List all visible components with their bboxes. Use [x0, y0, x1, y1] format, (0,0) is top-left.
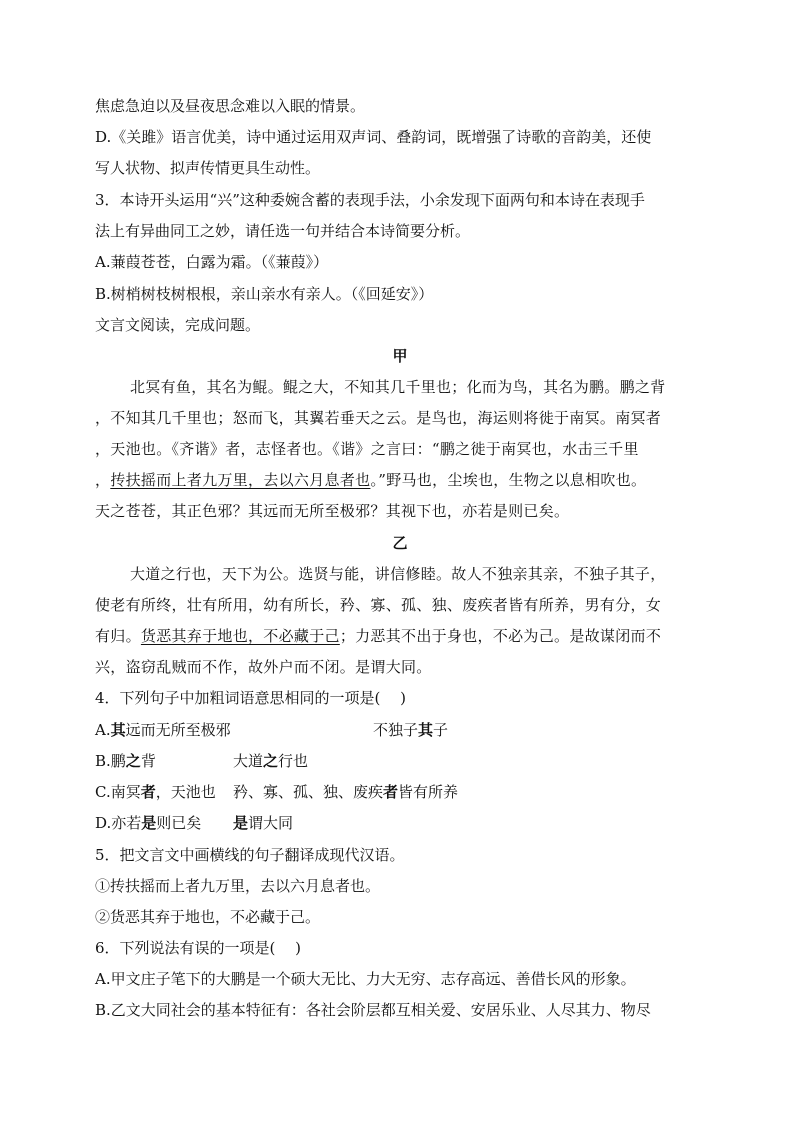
- bold-word: 是: [233, 814, 249, 832]
- q3-option-a: A.蒹葭苍苍，白露为霜。（《蒹葭》）: [95, 253, 329, 271]
- passage-yi-line1: 大道之行也，天下为公。选贤与能，讲信修睦。故人不独亲其亲，不独子其子，: [130, 565, 666, 583]
- section-intro: 文言文阅读，完成问题。: [95, 316, 261, 334]
- bold-word: 者: [140, 783, 156, 801]
- passage-jia-line4-pre: ，: [95, 471, 111, 489]
- bold-word: 之: [263, 752, 279, 770]
- q4-option-b: B.鹏之背 大道之行也: [95, 752, 309, 770]
- bold-word: 其: [110, 721, 126, 739]
- q3-stem-line1: 3．本诗开头运用“兴”这种委婉含蓄的表现手法，小余发现下面两句和本诗在表现手: [95, 191, 645, 209]
- q2-option-d-line2: 写人状物、拟声传情更具生动性。: [95, 159, 321, 177]
- q3-option-b: B.树梢树枝树根根，亲山亲水有亲人。（《回延安》）: [95, 285, 434, 303]
- passage-jia-title: 甲: [392, 347, 408, 365]
- passage-jia-line2: ，不知其几千里也；怒而飞，其翼若垂天之云。是鸟也，海运则将徙于南冥。南冥者: [95, 409, 662, 427]
- q3-stem-line2: 法上有异曲同工之妙，请任选一句并结合本诗简要分析。: [95, 222, 471, 240]
- q5-sentence-1: ①抟扶摇而上者九万里，去以六月息者也。: [95, 877, 381, 895]
- passage-jia-line3: ，天池也。《齐谐》者，志怪者也。《谐》之言曰：“鹏之徙于南冥也，水击三千里: [95, 440, 639, 458]
- bold-word: 其: [418, 721, 434, 739]
- passage-yi-line3-pre: 有归。: [95, 627, 141, 645]
- q6-option-a: A.甲文庄子笔下的大鹏是一个硕大无比、力大无穷、志存高远、善借长风的形象。: [95, 970, 636, 988]
- bold-word: 是: [141, 814, 157, 832]
- bold-word: 者: [383, 783, 399, 801]
- underlined-sentence-2: 货恶其弃于地也，不必藏于己: [140, 627, 340, 645]
- q5-stem: 5．把文言文中画横线的句子翻译成现代汉语。: [95, 846, 405, 864]
- q4-option-a: A.其远而无所至极邪 不独子其子: [95, 721, 449, 739]
- passage-yi-line3-post: ；力恶其不出于身也，不必为己。是故谋闭而不: [339, 627, 662, 645]
- q4-stem: 4．下列句子中加粗词语意思相同的一项是( ): [95, 689, 407, 707]
- passage-yi-line4: 兴，盗窃乱贼而不作，故外户而不闭。是谓大同。: [95, 658, 432, 676]
- q2-tail: 焦虑急迫以及昼夜思念难以入眠的情景。: [95, 97, 366, 115]
- q4-option-c: C.南冥者，天池也 矜、寡、孤、独、废疾者皆有所养: [95, 783, 459, 801]
- passage-jia-line1: 北冥有鱼，其名为鲲。鲲之大，不知其几千里也；化而为鸟，其名为鹏。鹏之背: [130, 378, 666, 396]
- passage-jia-line5: 天之苍苍，其正色邪？其远而无所至极邪？其视下也，亦若是则已矣。: [95, 502, 570, 520]
- underlined-sentence-1: 抟扶摇而上者九万里，去以六月息者也: [110, 471, 371, 489]
- passage-jia-line4: [95, 470, 700, 490]
- passage-yi-title: 乙: [392, 534, 408, 552]
- passage-yi-line3: [95, 626, 700, 646]
- bold-word: 之: [125, 752, 141, 770]
- q6-stem: 6．下列说法有误的一项是( ): [95, 939, 302, 957]
- q5-sentence-2: ②货恶其弃于地也，不必藏于己。: [95, 908, 321, 926]
- q6-option-b: B.乙文大同社会的基本特征有：各社会阶层都互相关爱、安居乐业、人尽其力、物尽: [95, 1001, 651, 1019]
- q4-option-d: D.亦若是则已矣 是谓大同: [95, 814, 294, 832]
- passage-yi-line2: 使老有所终，壮有所用，幼有所长，矜、寡、孤、独、废疾者皆有所养，男有分，女: [95, 596, 662, 614]
- q2-option-d-line1: D.《关雎》语言优美，诗中通过运用双声词、叠韵词，既增强了诗歌的音韵美，还使: [95, 128, 652, 146]
- passage-jia-line4-post: 。”野马也，尘埃也，生物之以息相吹也。: [370, 471, 647, 489]
